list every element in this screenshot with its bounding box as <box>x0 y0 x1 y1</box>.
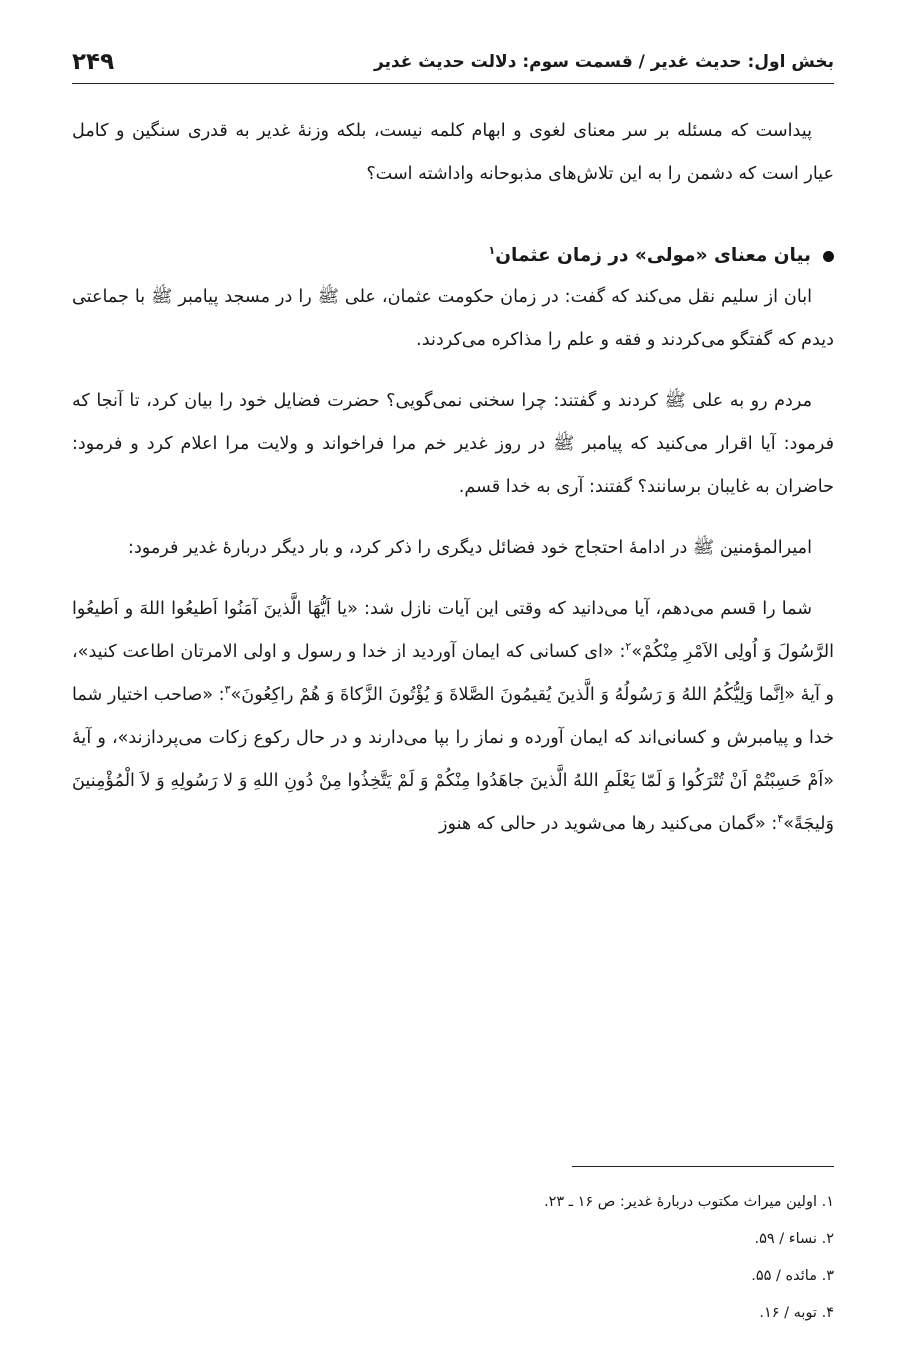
paragraph-5-part-b: : «ای کسانی که ایمان آوردید از خدا و رسول و اولی الامرتان اطاعت کنید»، و آیۀ «اِنَّما وَلِیُّکُمُ اللهُ وَ رَسُولُهُ وَ الَّذینَ یُقیمُونَ الصَّلاةَ وَ یُؤْتُونَ الزَّکاةَ وَ هُمْ راکِعُونَ» <box>72 642 834 705</box>
footnote-divider <box>572 1166 834 1167</box>
header-title: بخش اول: حدیث غدیر / قسمت سوم: دلالت حدیث غدیر <box>374 51 834 72</box>
section-heading <box>72 236 834 276</box>
running-header <box>72 40 834 84</box>
paragraph-1: پیداست که مسئله بر سر معنای لغوی و ابهام کلمه نیست، بلکه وزنۀ غدیر به قدری سنگین و کامل عیار است که دشمن را به این تلاش‌های مذبوحانه واداشته است؟ <box>72 121 834 184</box>
footnote-3: ۳. مائده / ۵۵. <box>751 1268 834 1284</box>
footnote-4: ۴. توبه / ۱۶. <box>759 1305 834 1321</box>
paragraph-3: مردم رو به علی ﷺ کردند و گفتند: چرا سخنی نمی‌گویی؟ حضرت فضایل خود را بیان کرد، تا آنجا که فرمود: آیا اقرار می‌کنید که پیامبر ﷺ در روز غدیر خم مرا فراخواند و ولایت مرا اعلام کرد و فرمود: حاضران به غایبان برسانند؟ گفتند: آری به خدا قسم. <box>72 391 834 497</box>
paragraph-5 <box>72 588 834 846</box>
page-number: ۲۴۹ <box>72 48 115 75</box>
paragraph-5-part-d: : «گمان می‌کنید رها می‌شوید در حالی که هنوز <box>439 814 778 834</box>
paragraph-4: امیرالمؤمنین ﷺ در ادامۀ احتجاج خود فضائل دیگری را ذکر کرد، و بار دیگر دربارۀ غدیر فرمود: <box>128 538 812 558</box>
footnote-ref-3[interactable]: ۳ <box>224 683 231 697</box>
paragraph-5-part-c: : «صاحب اختیار شما خدا و پیامبرش و کسانی‌اند که ایمان آورده و نماز را بپا می‌دارند و در حال رکوع زکات می‌پردازند»، و آیۀ «اَمْ حَسِبْتُمْ اَنْ تُتْرَکُوا وَ لَمّا یَعْلَمِ اللهُ الَّذینَ جاهَدُوا مِنْکُمْ وَ لَمْ یَتَّخِذُوا مِنْ دُونِ اللهِ وَ لا رَسُولِهِ وَ لاَ الْمُؤْمِنینَ وَلیجَةً» <box>72 685 834 834</box>
footnote-ref-1[interactable]: ۱ <box>488 243 496 257</box>
footnote-ref-4[interactable]: ۴ <box>777 812 784 826</box>
heading-label: بیان معنای «مولی» در زمان عثمان <box>495 245 811 266</box>
paragraph-2: ابان از سلیم نقل می‌کند که گفت: در زمان حکومت عثمان، علی ﷺ را در مسجد پیامبر ﷺ با جماعتی دیدم که گفتگو می‌کردند و فقه و علم را مذاکره می‌کردند. <box>72 287 834 350</box>
paragraph-5-part-a: شما را قسم می‌دهم، آیا می‌دانید که وقتی این آیات نازل شد: «یا اَیُّهَا الَّذینَ آمَنُوا اَطیعُوا اللهَ و اَطیعُوا الرَّسُولَ وَ اُولِی الاَمْرِ مِنْکُمْ» <box>72 599 834 662</box>
footnote-ref-2[interactable]: ۲ <box>625 640 632 654</box>
bullet-icon <box>823 251 834 262</box>
footnote-1: ۱. اولین میراث مکتوب دربارۀ غدیر: ص ۱۶ ـ ۲۳. <box>543 1194 834 1210</box>
footnotes <box>72 1184 834 1332</box>
heading-text <box>489 236 811 276</box>
footnote-2: ۲. نساء / ۵۹. <box>754 1231 834 1247</box>
body-text <box>72 110 834 864</box>
